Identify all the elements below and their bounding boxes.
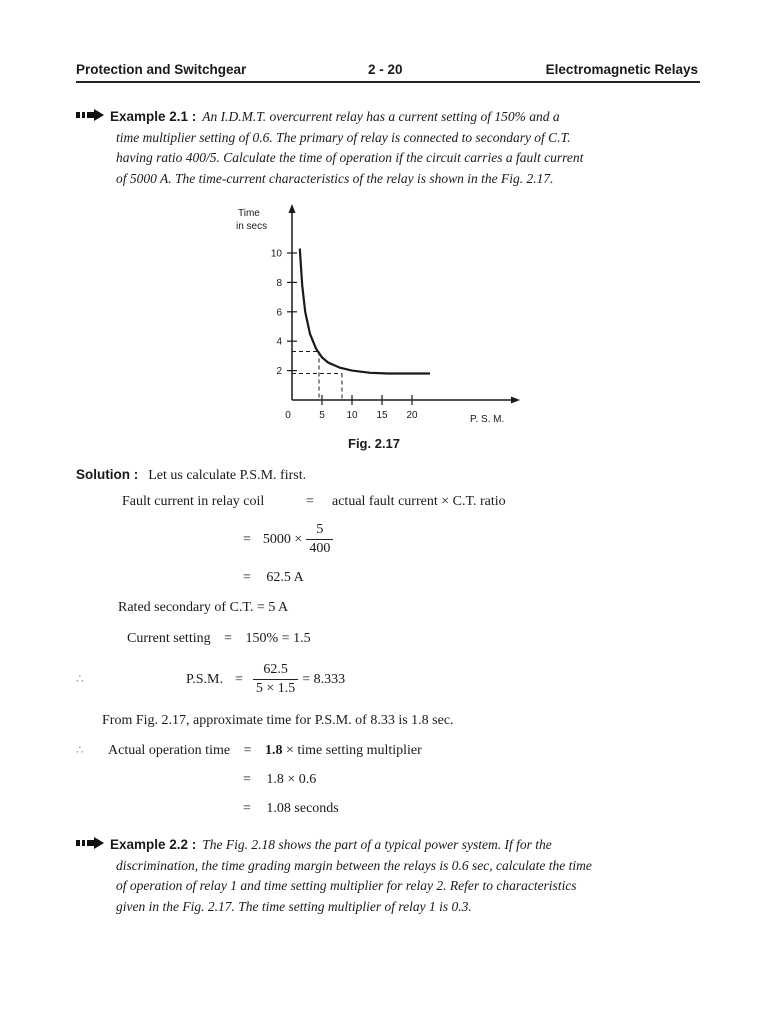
fault-current-value: 62.5 A [266, 570, 304, 585]
reference-lines [292, 351, 342, 400]
actual-step2-value: 1.08 seconds [266, 801, 339, 816]
psm-fraction [253, 661, 298, 698]
equals-sign: = [243, 801, 251, 816]
fault-current-step2 [243, 570, 304, 586]
x-axis-label: P. S. M. [470, 414, 505, 425]
psm-result: = 8.333 [302, 671, 346, 687]
y-axis-label-line2: in secs [236, 221, 268, 232]
x-ticks [285, 395, 418, 421]
ratio-fraction [306, 521, 333, 558]
example-text-line: having ratio 400/5. Calculate the time of operation if the circuit carries a fault current [116, 150, 584, 166]
example-text-line: of operation of relay 1 and time setting multiplier for relay 2. Refer to characteristics [116, 878, 577, 894]
x-tick-label: 10 [346, 410, 358, 421]
example-text-line: of 5000 A. The time-current characteristics of the relay is shown in the Fig. 2.17. [116, 170, 554, 186]
arrow-right-icon [76, 836, 110, 854]
actual-time-lhs: Actual operation time [108, 743, 231, 758]
solution-intro: Let us calculate P.S.M. first. [148, 468, 307, 483]
arrow-right-icon [76, 108, 110, 126]
equals-sign: = [234, 671, 243, 687]
approx-time-line: From Fig. 2.17, approximate time for P.S.M. of 8.33 is 1.8 sec. [102, 713, 454, 728]
rated-secondary: Rated secondary of C.T. = 5 A [118, 600, 289, 615]
actual-step1 [243, 772, 316, 788]
y-tick-label: 2 [276, 366, 282, 378]
fault-current-lhs: Fault current in relay coil [122, 494, 265, 509]
example-label: Example 2.1 : [110, 109, 197, 124]
equals-sign: = [306, 494, 314, 509]
actual-time-value: 1.8 [264, 743, 283, 758]
psm-line [186, 661, 345, 698]
example-text-line: The Fig. 2.18 shows the part of a typical power system. If for the [202, 837, 552, 852]
fraction-denominator: 400 [306, 539, 333, 558]
characteristic-curve [300, 249, 430, 374]
actual-time-rest: × time setting multiplier [282, 743, 422, 758]
y-tick-label: 8 [276, 277, 282, 289]
time-current-chart [230, 200, 530, 432]
example-2-2 [76, 835, 696, 917]
y-axis-label-line1: Time [238, 208, 260, 219]
fault-current-rhs: actual fault current × C.T. ratio [332, 494, 506, 509]
y-tick-label: 4 [276, 336, 282, 348]
actual-step2 [243, 801, 339, 817]
current-setting-rhs: 150% = 1.5 [245, 631, 311, 646]
x-tick-label: 15 [376, 410, 388, 421]
running-header-title: Protection and Switchgear [76, 62, 247, 77]
actual-step1-value: 1.8 × 0.6 [266, 772, 317, 787]
example-text-line: time multiplier setting of 0.6. The primary of relay is connected to secondary of C.T. [116, 129, 571, 145]
x-axis-arrow [511, 397, 520, 404]
x-tick-label: 20 [406, 410, 418, 421]
equals-sign: = [243, 772, 251, 787]
example-label: Example 2.2 : [110, 837, 197, 852]
y-tick-label: 10 [270, 248, 282, 260]
equals-sign: = [224, 631, 233, 646]
figure-caption: Fig. 2.17 [348, 436, 401, 451]
fraction-numerator: 62.5 [263, 662, 288, 677]
current-setting-lhs: Current setting [127, 631, 211, 646]
solution-label: Solution : [76, 467, 139, 482]
current-setting-line [127, 631, 311, 647]
example-2-1 [76, 107, 696, 189]
running-header-chapter: Electromagnetic Relays [545, 62, 698, 77]
equals-sign: = [243, 743, 252, 758]
example-text-line: discrimination, the time grading margin between the relays is 0.6 sec, calculate the time [116, 857, 592, 873]
psm-lhs: P.S.M. [186, 671, 223, 687]
example-text-line: given in the Fig. 2.17. The time setting multiplier of relay 1 is 0.3. [116, 898, 472, 914]
y-ticks [271, 249, 297, 378]
x-tick-label: 5 [319, 410, 325, 421]
fault-current-step1 [243, 521, 333, 558]
header-rule [76, 81, 700, 83]
solution-line [76, 466, 306, 484]
y-tick-label: 6 [276, 307, 282, 319]
equals-sign: = [243, 570, 251, 585]
x-tick-label: 0 [285, 410, 291, 421]
therefore-mark: ∴ [76, 743, 84, 757]
step1-left: 5000 × [262, 531, 303, 547]
example-text-line: An I.D.M.T. overcurrent relay has a current setting of 150% and a [202, 109, 560, 124]
page-number: 2 - 20 [368, 62, 403, 77]
fraction-numerator: 5 [316, 522, 324, 537]
equals-sign: = [243, 531, 251, 547]
fraction-denominator: 5 × 1.5 [253, 679, 298, 698]
therefore-mark: ∴ [76, 672, 84, 686]
actual-time-line [108, 743, 422, 759]
y-axis-arrow [289, 204, 296, 213]
